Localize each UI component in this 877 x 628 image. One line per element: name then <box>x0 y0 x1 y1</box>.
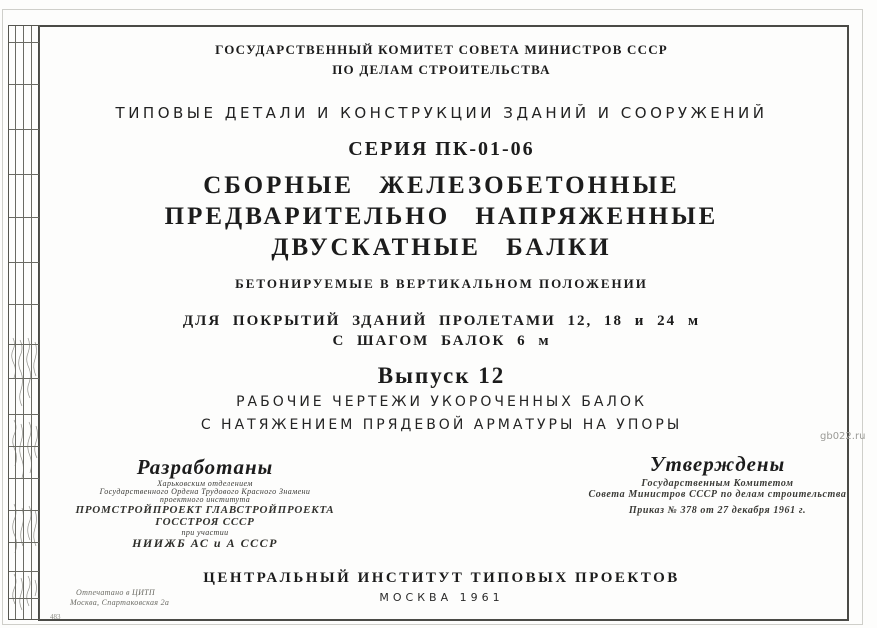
print-note-line1: Отпечатано в ЦИТП <box>76 588 156 597</box>
developed-line: Государственного Ордена Трудового Красного Знамени <box>99 487 311 496</box>
title-subtitle: БЕТОНИРУЕМЫЕ В ВЕРТИКАЛЬНОМ ПОЛОЖЕНИИ <box>235 276 648 291</box>
city-year: МОСКВА 1961 <box>379 591 504 604</box>
publisher: ЦЕНТРАЛЬНЫЙ ИНСТИТУТ ТИПОВЫХ ПРОЕКТОВ <box>203 570 680 586</box>
watermark: gb022.ru <box>820 431 866 442</box>
strip-line <box>9 84 39 85</box>
strip-line <box>9 174 39 175</box>
strip-line <box>9 42 39 43</box>
issue-description-line2: С НАТЯЖЕНИЕМ ПРЯДЕВОЙ АРМАТУРЫ НА УПОРЫ <box>200 417 683 433</box>
developed-line: ГОССТРОЯ СССР <box>155 516 255 528</box>
stamp-strip <box>8 25 40 620</box>
strip-line <box>9 262 39 263</box>
application-line2: С ШАГОМ БАЛОК 6 м <box>332 333 551 349</box>
header-committee-line2: ПО ДЕЛАМ СТРОИТЕЛЬСТВА <box>332 62 551 77</box>
approved-line: Государственным Комитетом <box>641 478 794 489</box>
issue-number: Выпуск 12 <box>377 363 506 388</box>
developed-line: проектного института <box>159 495 251 504</box>
series-number: СЕРИЯ ПК-01-06 <box>348 138 535 160</box>
series-caption: ТИПОВЫЕ ДЕТАЛИ И КОНСТРУКЦИИ ЗДАНИЙ И СООРУЖЕНИЙ <box>115 104 768 122</box>
approved-line: Приказ № 378 от 27 декабря 1961 г. <box>628 505 807 516</box>
developed-line: при участии <box>181 528 229 537</box>
stamp-scribbles <box>9 336 39 616</box>
developed-line: НИИЖБ АС и А СССР <box>132 536 278 550</box>
main-title-line1: СБОРНЫЕ ЖЕЛЕЗОБЕТОННЫЕ <box>203 172 680 199</box>
strip-line <box>9 129 39 130</box>
strip-line <box>9 304 39 305</box>
developed-line: ПРОМСТРОЙПРОЕКТ ГЛАВСТРОЙПРОЕКТА <box>75 504 335 516</box>
sheet-number: 483 <box>50 613 61 621</box>
issue-description-line1: РАБОЧИЕ ЧЕРТЕЖИ УКОРОЧЕННЫХ БАЛОК <box>236 394 647 410</box>
print-note-line2: Москва, Спартаковская 2а <box>70 598 170 607</box>
main-title-line2: ПРЕДВАРИТЕЛЬНО НАПРЯЖЕННЫЕ <box>164 203 719 230</box>
approved-line: Совета Министров СССР по делам строительства <box>588 489 847 500</box>
strip-line <box>9 217 39 218</box>
developed-heading: Разработаны <box>136 455 274 479</box>
header-committee-line1: ГОСУДАРСТВЕННЫЙ КОМИТЕТ СОВЕТА МИНИСТРОВ СССР <box>215 42 668 57</box>
main-title-line3: ДВУСКАТНЫЕ БАЛКИ <box>271 234 612 261</box>
approved-heading: Утверждены <box>649 452 786 476</box>
application-line1: ДЛЯ ПОКРЫТИЙ ЗДАНИЙ ПРОЛЕТАМИ 12, 18 и 24 м <box>182 313 701 329</box>
developed-line: Харьковским отделением <box>157 479 253 488</box>
